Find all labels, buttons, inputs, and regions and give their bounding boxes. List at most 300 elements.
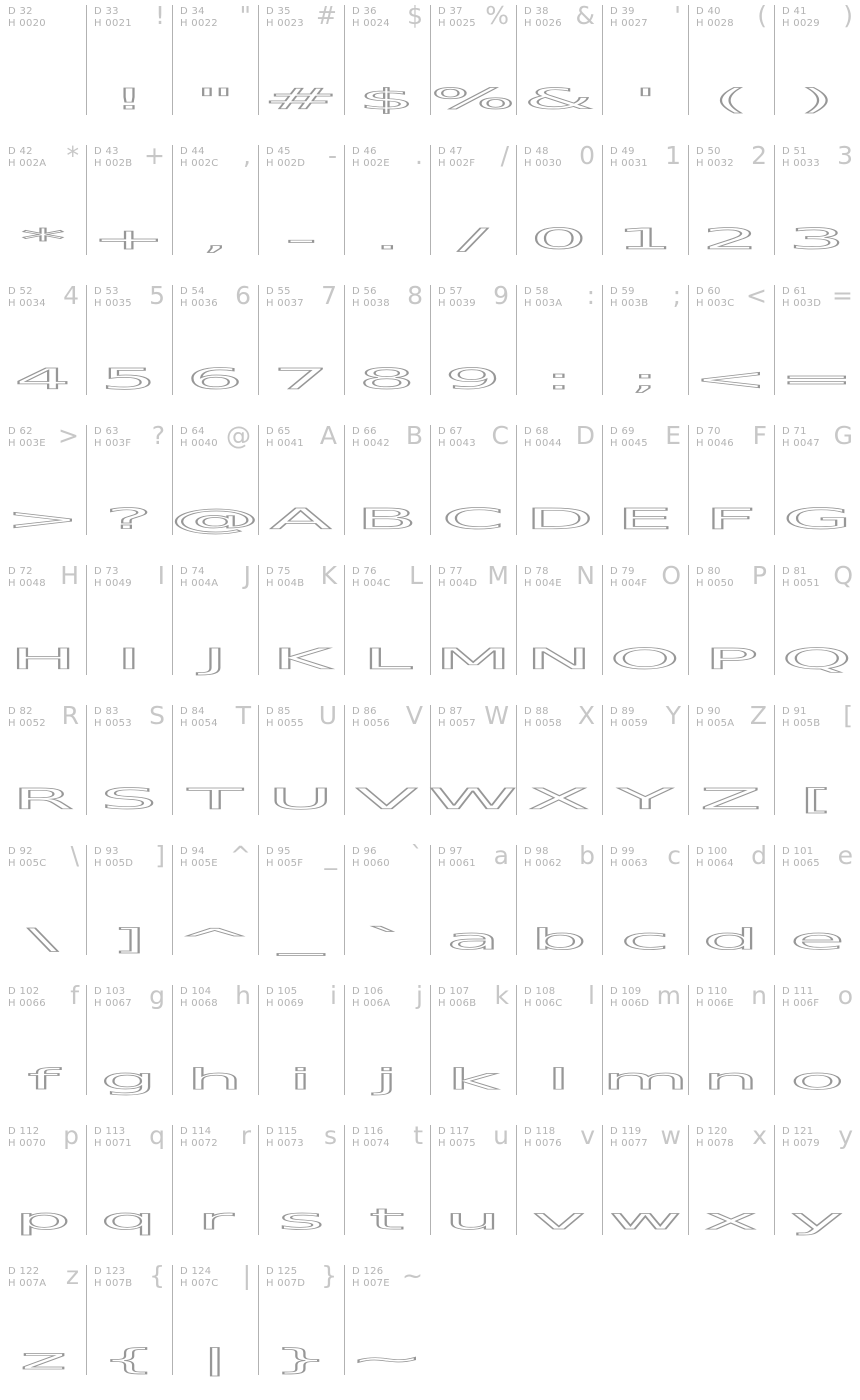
decimal-code-label: D 92 <box>8 846 33 857</box>
reference-character: V <box>405 701 423 730</box>
glyph-cell[interactable] <box>0 420 86 560</box>
glyph-preview: * <box>20 223 66 257</box>
hex-code-label: H 005F <box>266 858 304 869</box>
reference-character: ; <box>672 281 681 310</box>
glyph-cell[interactable] <box>344 700 430 840</box>
glyph-cell[interactable] <box>86 560 172 700</box>
glyph-cell[interactable] <box>258 0 344 140</box>
code-labels <box>180 1126 218 1150</box>
reference-character: K <box>320 561 337 590</box>
code-labels <box>352 846 390 870</box>
glyph-cell[interactable] <box>172 840 258 980</box>
code-labels <box>438 286 476 310</box>
reference-character: Z <box>749 701 767 730</box>
cell-separator-line <box>86 565 87 675</box>
cell-separator-line <box>86 705 87 815</box>
glyph-cell[interactable] <box>258 420 344 560</box>
code-labels <box>352 986 390 1010</box>
reference-character: \ <box>70 841 79 870</box>
cell-separator-line <box>430 845 431 955</box>
glyph-preview: ] <box>111 923 147 957</box>
glyph-preview: r <box>196 1203 234 1237</box>
hex-code-label: H 0039 <box>438 298 476 309</box>
glyph-cell[interactable] <box>258 980 344 1120</box>
glyph-preview: ? <box>105 503 153 537</box>
code-labels <box>438 566 477 590</box>
glyph-preview: < <box>693 363 769 397</box>
glyph-cell[interactable] <box>774 280 860 420</box>
glyph-cell[interactable] <box>430 560 516 700</box>
decimal-code-label: D 33 <box>94 6 119 17</box>
glyph-cell[interactable] <box>602 140 688 280</box>
glyph-preview: { <box>100 1343 158 1377</box>
hex-code-label: H 003A <box>524 298 563 309</box>
hex-code-label: H 0032 <box>696 158 734 169</box>
decimal-code-label: D 120 <box>696 1126 728 1137</box>
glyph-cell[interactable] <box>516 420 602 560</box>
reference-character: ? <box>151 421 165 450</box>
glyph-preview: A <box>270 503 332 537</box>
glyph-cell[interactable] <box>602 840 688 980</box>
glyph-cell[interactable] <box>774 840 860 980</box>
cell-separator-line <box>430 285 431 395</box>
hex-code-label: H 0076 <box>524 1138 562 1149</box>
decimal-code-label: D 64 <box>180 426 205 437</box>
decimal-code-label: D 117 <box>438 1126 470 1137</box>
code-labels <box>610 706 648 730</box>
glyph-cell[interactable] <box>172 420 258 560</box>
glyph-cell[interactable] <box>0 840 86 980</box>
hex-code-label: H 0051 <box>782 578 820 589</box>
glyph-cell[interactable] <box>258 700 344 840</box>
glyph-cell[interactable] <box>688 980 774 1120</box>
glyph-cell[interactable] <box>344 0 430 140</box>
cell-separator-line <box>602 565 603 675</box>
glyph-preview: P <box>703 643 759 677</box>
code-labels <box>352 426 390 450</box>
reference-character: b <box>579 841 595 870</box>
glyph-preview: " <box>194 83 236 117</box>
glyph-row <box>0 1260 860 1400</box>
hex-code-label: H 0074 <box>352 1138 390 1149</box>
glyph-cell[interactable] <box>86 1120 172 1260</box>
decimal-code-label: D 57 <box>438 286 463 297</box>
glyph-cell[interactable] <box>172 280 258 420</box>
glyph-cell[interactable] <box>602 560 688 700</box>
decimal-code-label: D 107 <box>438 986 470 997</box>
cell-separator-line <box>688 285 689 395</box>
glyph-cell[interactable] <box>516 980 602 1120</box>
glyph-cell[interactable] <box>0 1260 86 1400</box>
decimal-code-label: D 90 <box>696 706 721 717</box>
glyph-preview: ( <box>713 83 749 117</box>
glyph-cell[interactable] <box>774 700 860 840</box>
cell-separator-line <box>602 145 603 255</box>
glyph-cell[interactable] <box>430 0 516 140</box>
glyph-preview <box>29 86 58 114</box>
glyph-cell[interactable] <box>172 1120 258 1260</box>
glyph-row <box>0 560 860 700</box>
glyph-preview: u <box>444 1203 502 1237</box>
glyph-row <box>0 700 860 840</box>
glyph-cell[interactable] <box>688 840 774 980</box>
glyph-cell[interactable] <box>688 560 774 700</box>
glyph-cell[interactable] <box>172 0 258 140</box>
glyph-preview: C <box>441 503 505 537</box>
glyph-cell[interactable] <box>258 1120 344 1260</box>
glyph-cell[interactable] <box>0 1120 86 1260</box>
code-labels <box>8 1126 46 1150</box>
glyph-cell[interactable] <box>774 140 860 280</box>
glyph-cell[interactable] <box>430 840 516 980</box>
decimal-code-label: D 70 <box>696 426 721 437</box>
glyph-preview: , <box>200 223 230 257</box>
decimal-code-label: D 89 <box>610 706 635 717</box>
reference-character <box>71 2 79 29</box>
decimal-code-label: D 85 <box>266 706 291 717</box>
cell-separator-line <box>430 145 431 255</box>
reference-character: a <box>493 841 509 870</box>
glyph-cell[interactable] <box>774 560 860 700</box>
hex-code-label: H 007A <box>8 1278 47 1289</box>
hex-code-label: H 0023 <box>266 18 304 29</box>
glyph-cell[interactable] <box>172 1260 258 1400</box>
glyph-cell[interactable] <box>430 980 516 1120</box>
hex-code-label: H 007D <box>266 1278 306 1289</box>
glyph-cell[interactable] <box>86 840 172 980</box>
decimal-code-label: D 74 <box>180 566 205 577</box>
glyph-preview: g <box>100 1063 158 1097</box>
glyph-cell[interactable] <box>688 280 774 420</box>
glyph-preview: Q <box>781 643 853 677</box>
glyph-preview: L <box>361 643 413 677</box>
glyph-cell[interactable] <box>774 1120 860 1260</box>
cell-separator-line <box>172 5 173 115</box>
glyph-preview: H <box>9 643 77 677</box>
hex-code-label: H 0050 <box>696 578 734 589</box>
code-labels <box>696 986 734 1010</box>
glyph-cell[interactable] <box>344 140 430 280</box>
glyph-preview: % <box>430 83 516 117</box>
decimal-code-label: D 126 <box>352 1266 384 1277</box>
code-labels <box>696 1126 734 1150</box>
reference-character: 0 <box>579 141 595 170</box>
decimal-code-label: D 38 <box>524 6 549 17</box>
cell-separator-line <box>602 1125 603 1235</box>
glyph-preview: e <box>789 923 845 957</box>
decimal-code-label: D 111 <box>782 986 814 997</box>
decimal-code-label: D 46 <box>352 146 377 157</box>
glyph-cell[interactable] <box>344 980 430 1120</box>
hex-code-label: H 0030 <box>524 158 562 169</box>
reference-character: g <box>149 981 165 1010</box>
hex-code-label: H 0047 <box>782 438 820 449</box>
reference-character: w <box>660 1121 681 1150</box>
glyph-preview: ) <box>799 83 835 117</box>
glyph-cell[interactable] <box>774 420 860 560</box>
glyph-cell[interactable] <box>86 700 172 840</box>
decimal-code-label: D 93 <box>94 846 119 857</box>
glyph-cell[interactable] <box>86 0 172 140</box>
hex-code-label: H 0060 <box>352 858 390 869</box>
reference-character: D <box>575 421 595 450</box>
code-labels <box>352 1126 390 1150</box>
reference-character: : <box>586 281 595 310</box>
glyph-cell[interactable] <box>602 280 688 420</box>
reference-character: [ <box>843 701 853 730</box>
reference-character: = <box>832 281 853 310</box>
glyph-cell[interactable] <box>172 980 258 1120</box>
decimal-code-label: D 118 <box>524 1126 556 1137</box>
glyph-cell[interactable] <box>258 1260 344 1400</box>
cell-separator-line <box>172 985 173 1095</box>
glyph-cell[interactable] <box>0 0 86 140</box>
cell-separator-line <box>344 1125 345 1235</box>
hex-code-label: H 0033 <box>782 158 820 169</box>
decimal-code-label: D 103 <box>94 986 126 997</box>
glyph-preview: y <box>790 1203 844 1237</box>
glyph-preview: 5 <box>100 363 158 397</box>
code-labels <box>610 286 648 310</box>
cell-separator-line <box>516 425 517 535</box>
glyph-preview: l <box>546 1063 572 1097</box>
glyph-cell[interactable] <box>258 280 344 420</box>
code-labels <box>696 426 734 450</box>
glyph-cell[interactable] <box>0 280 86 420</box>
decimal-code-label: D 115 <box>266 1126 298 1137</box>
glyph-cell[interactable] <box>172 140 258 280</box>
decimal-code-label: D 59 <box>610 286 635 297</box>
glyph-cell[interactable] <box>0 980 86 1120</box>
glyph-preview: > <box>5 503 81 537</box>
glyph-cell[interactable] <box>86 980 172 1120</box>
decimal-code-label: D 45 <box>266 146 291 157</box>
glyph-preview: | <box>199 1343 231 1377</box>
glyph-cell[interactable] <box>258 560 344 700</box>
glyph-cell[interactable] <box>688 140 774 280</box>
hex-code-label: H 0028 <box>696 18 734 29</box>
glyph-cell[interactable] <box>430 280 516 420</box>
glyph-cell[interactable] <box>0 140 86 280</box>
glyph-cell[interactable] <box>344 840 430 980</box>
glyph-cell[interactable] <box>430 140 516 280</box>
glyph-cell[interactable] <box>86 280 172 420</box>
glyph-row <box>0 840 860 980</box>
decimal-code-label: D 36 <box>352 6 377 17</box>
glyph-cell[interactable] <box>688 420 774 560</box>
glyph-cell[interactable] <box>430 1120 516 1260</box>
glyph-cell[interactable] <box>688 700 774 840</box>
glyph-preview: 2 <box>702 223 760 257</box>
cell-separator-line <box>516 145 517 255</box>
reference-character: n <box>751 981 767 1010</box>
glyph-cell[interactable] <box>516 840 602 980</box>
glyph-cell[interactable] <box>172 700 258 840</box>
hex-code-label: H 0020 <box>8 18 46 29</box>
reference-character: u <box>493 1121 509 1150</box>
glyph-cell[interactable] <box>344 1120 430 1260</box>
glyph-cell[interactable] <box>86 420 172 560</box>
reference-character: p <box>63 1121 79 1150</box>
reference-character: i <box>330 981 337 1010</box>
hex-code-label: H 005B <box>782 718 821 729</box>
reference-character: ! <box>154 1 165 30</box>
glyph-preview: j <box>374 1063 400 1097</box>
glyph-cell[interactable] <box>430 420 516 560</box>
glyph-cell[interactable] <box>688 0 774 140</box>
hex-code-label: H 0052 <box>8 718 46 729</box>
cell-separator-line <box>344 985 345 1095</box>
glyph-preview: . <box>372 223 402 257</box>
glyph-cell[interactable] <box>430 700 516 840</box>
glyph-cell[interactable] <box>602 0 688 140</box>
glyph-cell[interactable] <box>0 560 86 700</box>
cell-separator-line <box>774 565 775 675</box>
code-labels <box>782 6 820 30</box>
hex-code-label: H 0070 <box>8 1138 46 1149</box>
code-labels <box>180 426 218 450</box>
glyph-preview: ' <box>632 83 658 117</box>
code-labels <box>610 1126 648 1150</box>
hex-code-label: H 007E <box>352 1278 390 1289</box>
hex-code-label: H 0073 <box>266 1138 304 1149</box>
cell-separator-line <box>86 1125 87 1235</box>
reference-character: ^ <box>230 841 251 870</box>
code-labels <box>266 1126 304 1150</box>
code-labels <box>94 1266 132 1290</box>
glyph-preview: & <box>523 83 595 117</box>
code-labels <box>524 706 562 730</box>
cell-separator-line <box>344 425 345 535</box>
hex-code-label: H 004F <box>610 578 648 589</box>
code-labels <box>8 426 46 450</box>
reference-character: q <box>149 1121 165 1150</box>
glyph-cell[interactable] <box>172 560 258 700</box>
glyph-cell[interactable] <box>344 420 430 560</box>
glyph-preview: 6 <box>186 363 244 397</box>
decimal-code-label: D 44 <box>180 146 205 157</box>
glyph-cell[interactable] <box>86 140 172 280</box>
glyph-cell[interactable] <box>516 0 602 140</box>
glyph-cell[interactable] <box>516 560 602 700</box>
hex-code-label: H 0056 <box>352 718 390 729</box>
decimal-code-label: D 73 <box>94 566 119 577</box>
glyph-cell[interactable] <box>516 140 602 280</box>
glyph-cell[interactable] <box>602 1120 688 1260</box>
hex-code-label: H 0048 <box>8 578 46 589</box>
glyph-preview: U <box>268 783 334 817</box>
glyph-preview: f <box>27 1063 59 1097</box>
reference-character: B <box>405 421 423 450</box>
glyph-preview: v <box>532 1203 586 1237</box>
cell-separator-line <box>516 845 517 955</box>
code-labels <box>180 6 218 30</box>
hex-code-label: H 0040 <box>180 438 218 449</box>
glyph-cell[interactable] <box>344 1260 430 1400</box>
reference-character: d <box>751 841 767 870</box>
code-labels <box>8 706 46 730</box>
code-labels <box>696 706 734 730</box>
glyph-cell[interactable] <box>516 280 602 420</box>
decimal-code-label: D 84 <box>180 706 205 717</box>
glyph-cell[interactable] <box>344 280 430 420</box>
decimal-code-label: D 77 <box>438 566 463 577</box>
reference-character: . <box>415 141 423 170</box>
glyph-cell[interactable] <box>258 840 344 980</box>
cell-separator-line <box>774 845 775 955</box>
hex-code-label: H 0042 <box>352 438 390 449</box>
glyph-preview: a <box>445 923 501 957</box>
glyph-preview: K <box>271 643 331 677</box>
glyph-cell[interactable] <box>602 980 688 1120</box>
code-labels <box>524 426 562 450</box>
decimal-code-label: D 87 <box>438 706 463 717</box>
code-labels <box>266 426 304 450</box>
cell-separator-line <box>172 845 173 955</box>
glyph-cell[interactable] <box>688 1120 774 1260</box>
reference-character: ) <box>843 1 853 30</box>
code-labels <box>8 846 47 870</box>
cell-separator-line <box>516 985 517 1095</box>
reference-character: 3 <box>837 141 853 170</box>
decimal-code-label: D 119 <box>610 1126 642 1137</box>
hex-code-label: H 0077 <box>610 1138 648 1149</box>
reference-character: o <box>837 981 853 1010</box>
reference-character: e <box>837 841 853 870</box>
decimal-code-label: D 65 <box>266 426 291 437</box>
reference-character: Y <box>665 701 681 730</box>
reference-character: F <box>752 421 767 450</box>
glyph-cell[interactable] <box>774 980 860 1120</box>
reference-character: k <box>494 981 509 1010</box>
decimal-code-label: D 114 <box>180 1126 212 1137</box>
hex-code-label: H 002A <box>8 158 47 169</box>
cell-separator-line <box>258 705 259 815</box>
reference-character: X <box>577 701 595 730</box>
glyph-preview: } <box>272 1343 330 1377</box>
glyph-preview: @ <box>170 503 260 537</box>
cell-separator-line <box>774 145 775 255</box>
glyph-cell[interactable] <box>516 700 602 840</box>
glyph-cell[interactable] <box>258 140 344 280</box>
reference-character: h <box>235 981 251 1010</box>
code-labels <box>266 146 305 170</box>
cell-separator-line <box>86 845 87 955</box>
cell-separator-line <box>258 1125 259 1235</box>
hex-code-label: H 0078 <box>696 1138 734 1149</box>
hex-code-label: H 0067 <box>94 998 132 1009</box>
glyph-cell[interactable] <box>516 1120 602 1260</box>
decimal-code-label: D 63 <box>94 426 119 437</box>
reference-character: _ <box>324 841 337 870</box>
cell-separator-line <box>86 285 87 395</box>
code-labels <box>180 706 218 730</box>
decimal-code-label: D 86 <box>352 706 377 717</box>
code-labels <box>94 1126 132 1150</box>
glyph-cell[interactable] <box>602 420 688 560</box>
glyph-cell[interactable] <box>86 1260 172 1400</box>
glyph-cell[interactable] <box>344 560 430 700</box>
glyph-cell[interactable] <box>774 0 860 140</box>
code-labels <box>696 6 734 30</box>
glyph-cell[interactable] <box>0 700 86 840</box>
glyph-cell[interactable] <box>602 700 688 840</box>
glyph-preview: J <box>201 643 229 677</box>
hex-code-label: H 0065 <box>782 858 820 869</box>
hex-code-label: H 0053 <box>94 718 132 729</box>
hex-code-label: H 004E <box>524 578 562 589</box>
hex-code-label: H 003E <box>8 438 46 449</box>
